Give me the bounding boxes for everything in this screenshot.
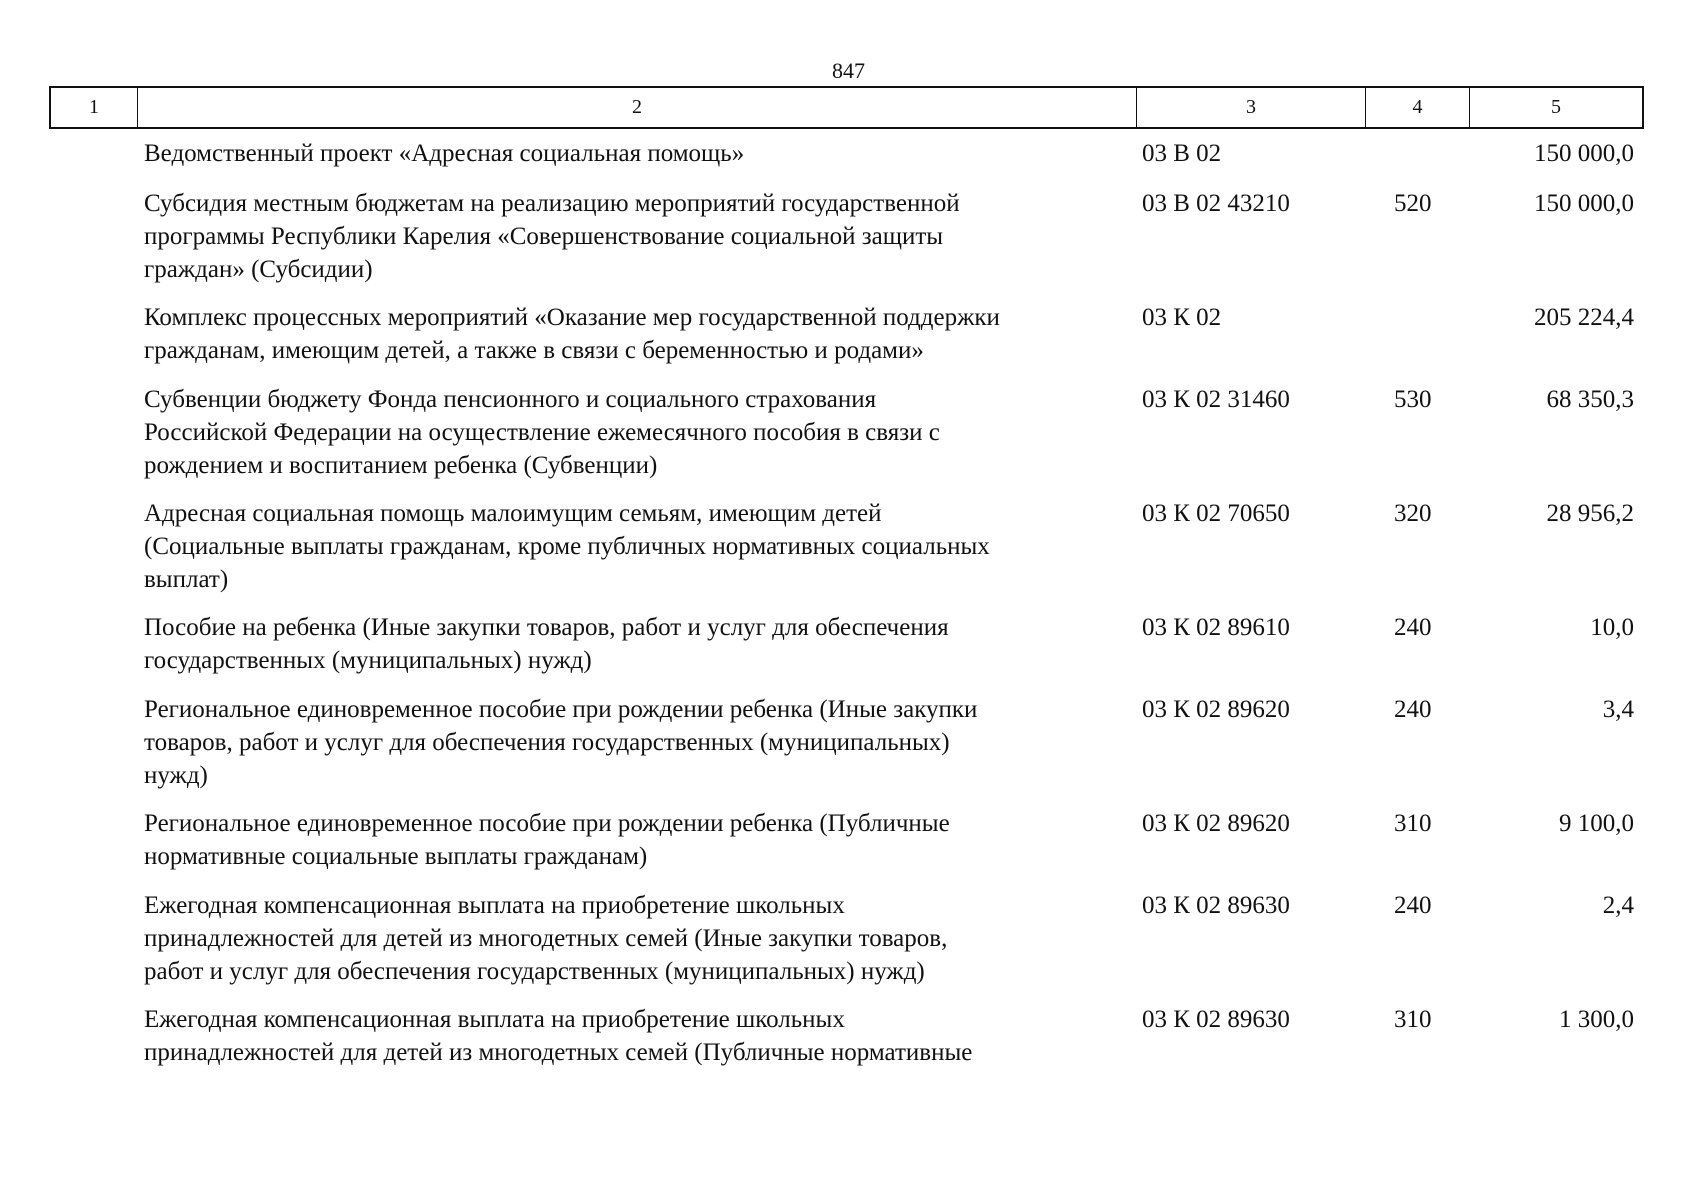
header-cell-5: 5 [1551,96,1561,118]
row-code: 03 К 02 89620 [1142,696,1290,723]
row-type: 530 [1394,386,1432,413]
row-sum: 10,0 [1590,614,1634,641]
row-sum: 150 000,0 [1534,140,1634,167]
row-type: 240 [1394,696,1432,723]
row-name: Региональное единовременное пособие при рождении ребенка (Иные закупки товаров, работ и услуг для обеспечения государственных (муниципальных) нужд) [144,696,978,789]
row-sum: 68 350,3 [1546,386,1634,413]
header-cell-2: 2 [138,88,1137,127]
row-name: Субсидия местным бюджетам на реализацию мероприятий государственной программы Республики Карелия «Совершенствование социальной защиты граждан» (Субсидии) [144,190,960,283]
row-code: 03 К 02 70650 [1142,500,1290,527]
page-number: 847 [832,58,865,83]
row-sum: 28 956,2 [1546,500,1634,527]
row-code: 03 К 02 31460 [1142,386,1290,413]
header-cell-3: 3 [1137,88,1366,127]
row-type: 310 [1394,810,1432,837]
row-name: Комплекс процессных мероприятий «Оказание мер государственной поддержки гражданам, имеющим детей, а также в связи с беременностью и родами» [144,304,1000,364]
row-sum: 205 224,4 [1534,304,1634,331]
row-code: 03 В 02 43210 [1142,190,1290,217]
row-code: 03 В 02 [1142,140,1222,167]
row-sum: 2,4 [1602,892,1634,919]
row-code: 03 К 02 89620 [1142,810,1290,837]
row-type: 520 [1394,190,1432,217]
row-code: 03 К 02 89630 [1142,1006,1290,1033]
header-cell-4: 4 [1366,88,1470,127]
row-code: 03 К 02 89610 [1142,614,1290,641]
row-name: Адресная социальная помощь малоимущим семьям, имеющим детей (Социальные выплаты гражданам, кроме публичных нормативных социальных выплат) [144,500,990,593]
row-name: Региональное единовременное пособие при рождении ребенка (Публичные нормативные социальные выплаты гражданам) [144,810,950,870]
row-type: 240 [1394,614,1432,641]
row-sum: 3,4 [1602,696,1634,723]
row-code: 03 К 02 [1142,304,1222,331]
row-code: 03 К 02 89630 [1142,892,1290,919]
row-sum: 9 100,0 [1559,810,1634,837]
header-cell-1: 1 [51,88,138,127]
row-name: Ежегодная компенсационная выплата на приобретение школьных принадлежностей для детей из многодетных семей (Иные закупки товаров, работ и услуг для обеспечения государственных (муниципальных) нужд) [144,892,948,985]
row-name: Ежегодная компенсационная выплата на приобретение школьных принадлежностей для детей из многодетных семей (Публичные нормативные [144,1006,973,1066]
row-sum: 1 300,0 [1559,1006,1634,1033]
row-name: Пособие на ребенка (Иные закупки товаров, работ и услуг для обеспечения государственных (муниципальных) нужд) [144,614,949,674]
row-name: Субвенции бюджету Фонда пенсионного и социального страхования Российской Федерации на осуществление ежемесячного пособия в связи с рождением и воспитанием ребенка (Субвенции) [144,386,940,479]
row-name: Ведомственный проект «Адресная социальная помощь» [144,140,745,167]
row-type: 240 [1394,892,1432,919]
table-header [49,86,1644,129]
row-type: 310 [1394,1006,1432,1033]
row-type: 320 [1394,500,1432,527]
row-sum: 150 000,0 [1534,190,1634,217]
